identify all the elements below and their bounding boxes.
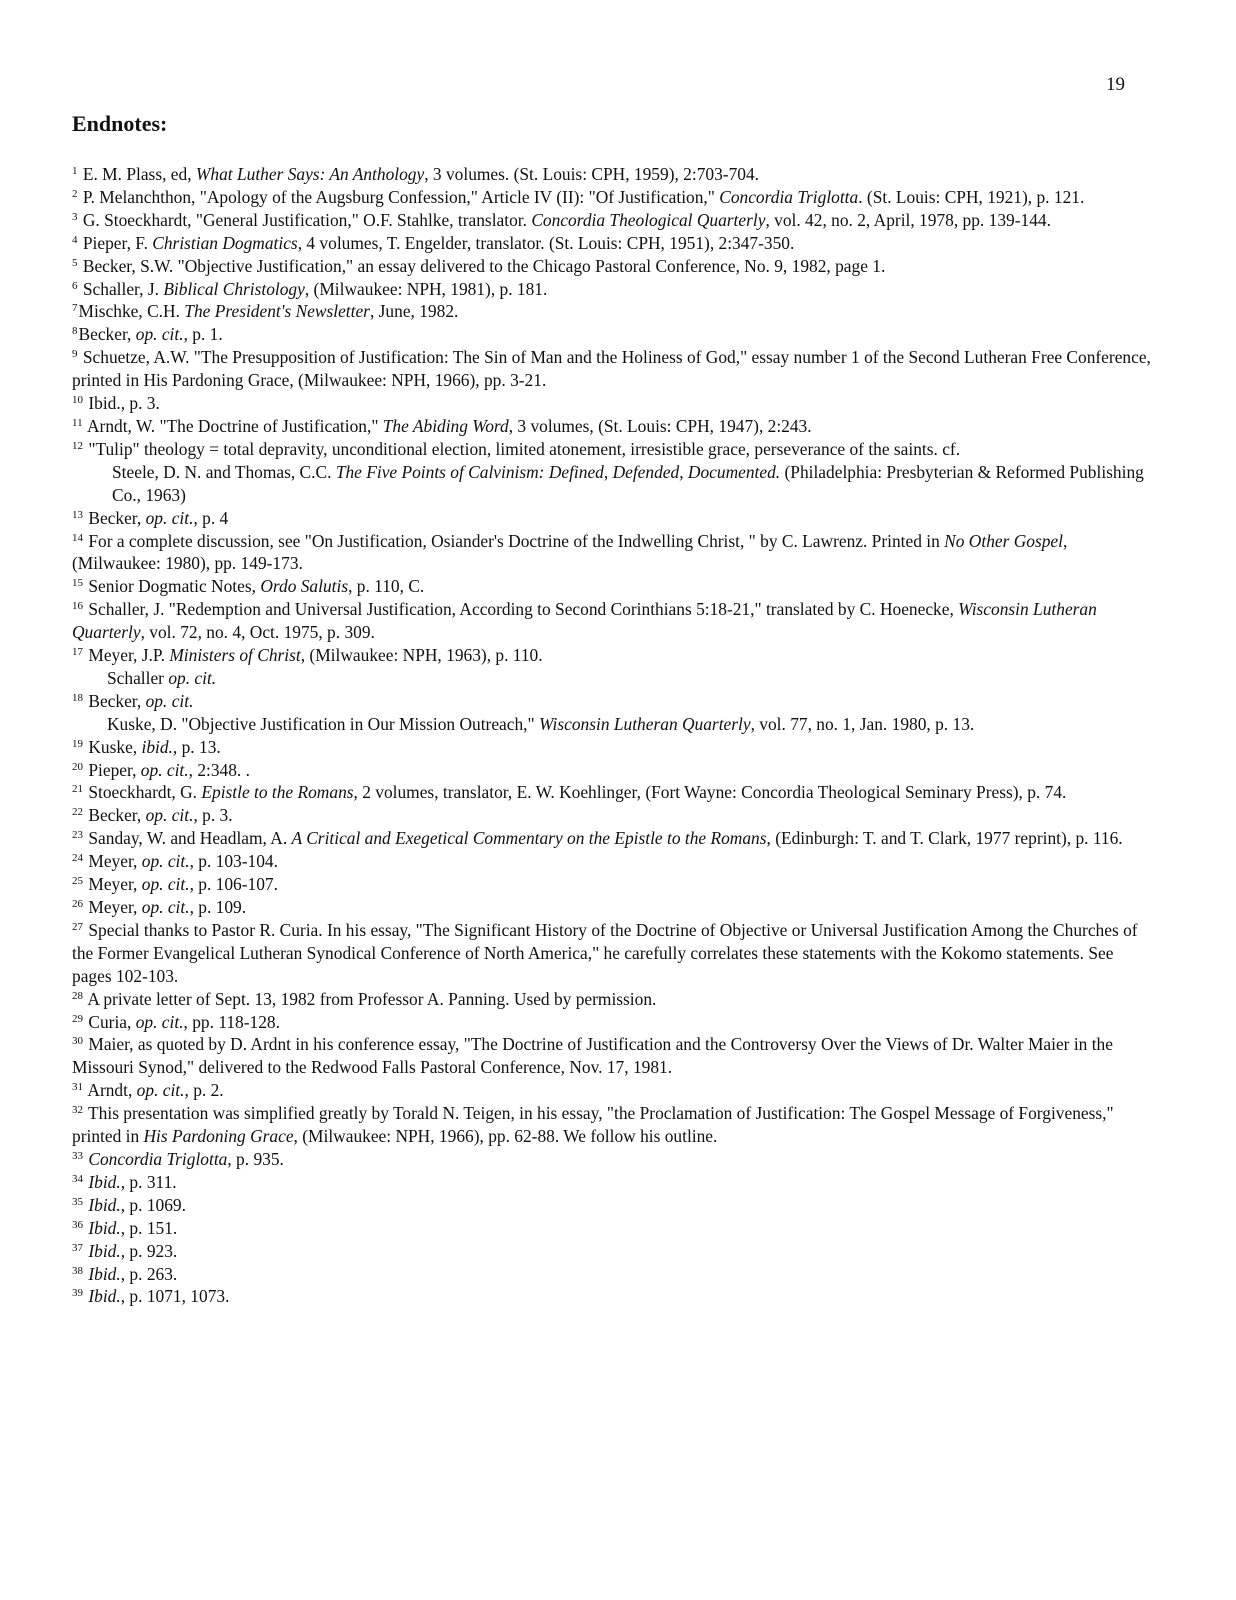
endnote-26 [72, 896, 1152, 919]
endnote-23 [72, 827, 1152, 850]
endnote-title: Biblical Christology [163, 278, 305, 299]
endnote-15 [72, 575, 1152, 598]
endnote-number: 35 [72, 1195, 83, 1208]
endnote-title: op. cit. [141, 874, 190, 895]
endnote-number: 30 [72, 1035, 83, 1048]
endnote-title: A Critical and Exegetical Commentary on the Epistle to the Romans [291, 828, 767, 849]
endnote-6 [72, 278, 1152, 301]
endnotes-heading: Endnotes: [72, 111, 168, 136]
endnote-title: op. cit. [136, 1080, 185, 1101]
endnote-text: , p. 923. [120, 1240, 178, 1261]
endnote-text: , p. 935. [227, 1148, 284, 1169]
endnote-text: , p. 4 [193, 507, 229, 528]
endnote-title: op. cit. [135, 324, 184, 345]
endnote-9 [72, 346, 1152, 392]
endnote-title: Ibid. [88, 1217, 121, 1238]
endnote-text: "Tulip" theology = total depravity, unconditional election, limited atonement, irresistible grace, perseverance of the saints. cf. [88, 438, 961, 459]
endnote-text: Schaller, J. [82, 278, 164, 299]
endnote-text: , p. 110, C. [348, 576, 425, 597]
endnote-24 [72, 850, 1152, 873]
endnote-text: Becker, S.W. "Objective Justification," an essay delivered to the Chicago Pastoral Conference, No. 9, 1982, page 1. [82, 255, 886, 276]
endnote-text: Steele, D. N. and Thomas, C.C. [112, 461, 336, 482]
endnote-number: 1 [72, 165, 78, 177]
endnote-text: , pp. 118-128. [183, 1011, 280, 1032]
endnote-text: , (Edinburgh: T. and T. Clark, 1977 reprint), p. 116. [766, 828, 1123, 849]
endnote-number: 8 [72, 325, 78, 338]
endnote-text: , 2:348. . [188, 759, 250, 780]
endnote-number: 14 [72, 531, 83, 544]
endnote-text: Becker, [88, 805, 146, 826]
endnote-text: Kuske, D. "Objective Justification in Our Mission Outreach," [107, 713, 539, 734]
endnote-title: op. cit. [135, 1011, 184, 1032]
endnote-text: Becker, [88, 507, 146, 528]
endnote-text: , p. 2. [184, 1080, 224, 1101]
endnote-text: , p. 103-104. [189, 851, 278, 872]
endnote-text: P. Melanchthon, "Apology of the Augsburg Confession," Article IV (II): "Of Justification," [82, 186, 720, 207]
endnote-text: , (Milwaukee: 1980), pp. 149-173. [72, 530, 1068, 574]
endnote-title: His Pardoning Grace [143, 1126, 294, 1147]
endnote-text: Schaller [107, 667, 169, 688]
endnote-number: 32 [72, 1104, 83, 1117]
endnote-14 [72, 530, 1152, 576]
endnote-number: 29 [72, 1012, 83, 1025]
endnote-title: op. cit. [145, 507, 194, 528]
endnote-4 [72, 232, 1152, 255]
endnote-text: , p. 109. [189, 897, 247, 917]
endnote-number: 28 [72, 989, 83, 1002]
endnote-text: G. Stoeckhardt, "General Justification," O.F. Stahlke, translator. [82, 209, 532, 230]
endnote-34 [72, 1171, 1152, 1194]
endnote-number: 24 [72, 852, 83, 865]
endnote-text: E. M. Plass, ed, [82, 164, 196, 184]
endnote-16 [72, 598, 1152, 644]
endnote-text: , p. 151. [120, 1217, 178, 1238]
endnote-text: , 3 volumes. (St. Louis: CPH, 1959), 2:703-704. [424, 164, 760, 184]
endnote-number: 21 [72, 783, 83, 796]
endnote-title: The Abiding Word [382, 415, 509, 436]
endnote-number: 3 [72, 210, 78, 223]
endnote-number: 38 [72, 1264, 83, 1277]
endnote-number: 20 [72, 760, 83, 773]
endnote-12 [72, 438, 1152, 507]
endnote-number: 16 [72, 600, 83, 613]
endnote-text: , (Milwaukee: NPH, 1963), p. 110. [300, 645, 543, 666]
endnote-text: , p. 3. [193, 805, 233, 826]
endnote-text: , vol. 77, no. 1, Jan. 1980, p. 13. [750, 713, 975, 734]
endnote-number: 31 [72, 1081, 83, 1094]
endnote-title: Ibid. [88, 1171, 121, 1192]
endnote-title: Ibid. [88, 1240, 121, 1261]
endnote-text: For a complete discussion, see "On Justification, Osiander's Doctrine of the Indwelling Christ, " by C. Lawrenz. Printed in [88, 530, 945, 551]
endnote-text: Schuetze, A.W. "The Presupposition of Justification: The Sin of Man and the Holiness of God," essay number 1 of the Second Lutheran Free Conference, printed in His Pardoning Grace, (Milwaukee: NPH, 1966), pp. 3-21. [72, 347, 1151, 391]
endnote-text: Curia, [88, 1011, 136, 1032]
endnote-title: Ibid. [88, 1286, 121, 1307]
endnote-17-continuation [72, 667, 1152, 690]
endnote-17 [72, 644, 1152, 667]
endnote-number: 18 [72, 691, 83, 704]
endnote-number: 25 [72, 875, 83, 888]
endnote-title: Concordia Triglotta [88, 1148, 228, 1169]
endnote-37 [72, 1240, 1152, 1263]
endnote-text: , 3 volumes, (St. Louis: CPH, 1947), 2:243. [508, 415, 812, 436]
endnote-text: Special thanks to Pastor R. Curia. In his essay, "The Significant History of the Doctrine of Objective or Universal Justification Among the Churches of the Former Evangelical Lutheran Synodical Conference of North America," he carefully correlates these statements with the Kokomo statements. See pages 102-103. [72, 919, 1138, 986]
endnote-text: , 2 volumes, translator, E. W. Koehlinger, (Fort Wayne: Concordia Theological Seminary Press), p. 74. [353, 782, 1067, 803]
endnote-number: 11 [72, 416, 83, 429]
endnote-text: Schaller, J. "Redemption and Universal Justification, According to Second Corinthians 5:18-21," translated by C. Hoenecke, [88, 599, 959, 620]
endnote-38 [72, 1263, 1152, 1286]
endnote-18-continuation [72, 713, 1152, 736]
endnote-text: . (St. Louis: CPH, 1921), p. 121. [858, 186, 1085, 207]
endnote-number: 34 [72, 1172, 83, 1185]
endnote-21 [72, 781, 1152, 804]
endnote-19 [72, 736, 1152, 759]
endnote-39 [72, 1285, 1152, 1308]
endnote-text: , p. 1069. [120, 1194, 186, 1215]
endnote-text: , 4 volumes, T. Engelder, translator. (St. Louis: CPH, 1951), 2:347-350. [297, 232, 795, 253]
endnote-continuation [72, 461, 1152, 507]
endnote-number: 13 [72, 508, 83, 521]
endnote-text: Meyer, J.P. [88, 645, 170, 666]
endnote-8 [72, 323, 1152, 346]
endnote-title: op. cit. [145, 690, 194, 711]
endnote-20 [72, 759, 1152, 782]
endnote-3 [72, 209, 1152, 232]
endnote-number: 12 [72, 439, 83, 452]
endnote-30 [72, 1033, 1152, 1079]
endnote-text: , June, 1982. [369, 301, 459, 322]
endnote-text: Maier, as quoted by D. Ardnt in his conference essay, "The Doctrine of Justification and the Controversy Over the Views of Dr. Walter Maier in the Missouri Synod," delivered to the Redwood Falls Pastoral Conference, Nov. 17, 1981. [72, 1034, 1113, 1078]
endnote-22 [72, 804, 1152, 827]
endnote-text: , (Milwaukee: NPH, 1966), pp. 62-88. We follow his outline. [293, 1126, 718, 1147]
endnote-text: Ibid., p. 3. [88, 393, 160, 414]
endnote-text: Becker, [88, 690, 146, 711]
endnote-text: Sanday, W. and Headlam, A. [88, 828, 292, 849]
endnote-28 [72, 988, 1152, 1011]
endnote-text: This presentation was simplified greatly by Torald N. Teigen, in his essay, "the Proclamation of Justification: The Gospel Message of Forgiveness," printed in [72, 1103, 1114, 1147]
endnote-title: op. cit. [168, 667, 217, 688]
endnote-number: 39 [72, 1287, 83, 1300]
endnote-29 [72, 1011, 1152, 1034]
endnote-text: Meyer, [88, 874, 142, 895]
endnote-text: , p. 106-107. [189, 874, 278, 895]
endnote-11 [72, 415, 1152, 438]
endnote-number: 23 [72, 829, 83, 842]
endnote-text: A private letter of Sept. 13, 1982 from Professor A. Panning. Used by permission. [87, 988, 657, 1009]
endnote-title: The Five Points of Calvinism: Defined, Defended, Documented. [335, 461, 781, 482]
endnote-title: ibid. [141, 736, 173, 757]
endnote-title: Wisconsin Lutheran Quarterly [538, 713, 751, 734]
endnote-text: , vol. 72, no. 4, Oct. 1975, p. 309. [140, 622, 375, 643]
endnote-title: Christian Dogmatics [152, 232, 298, 253]
endnote-title: Ordo Salutis [260, 576, 349, 597]
endnote-title: No Other Gospel [944, 530, 1063, 551]
endnote-number: 26 [72, 898, 83, 910]
endnote-text: , vol. 42, no. 2, April, 1978, pp. 139-144. [765, 209, 1051, 230]
endnote-number: 27 [72, 920, 83, 933]
endnote-text: , p. 311. [120, 1171, 177, 1192]
endnote-title: Wisconsin Lutheran Quarterly [72, 599, 1097, 643]
endnote-number: 36 [72, 1218, 83, 1231]
endnote-number: 7 [72, 302, 78, 315]
endnote-title: op. cit. [145, 805, 194, 826]
endnote-text: Senior Dogmatic Notes, [88, 576, 261, 597]
endnote-number: 37 [72, 1241, 83, 1254]
endnote-10 [72, 392, 1152, 415]
endnote-31 [72, 1079, 1152, 1102]
endnote-text: (Philadelphia: Presbyterian & Reformed Publishing Co., 1963) [112, 461, 1144, 505]
endnote-35 [72, 1194, 1152, 1217]
endnote-title: The President's Newsletter [184, 301, 370, 322]
endnote-title: Concordia Triglotta [719, 186, 859, 207]
endnote-number: 9 [72, 348, 78, 361]
endnote-7 [72, 300, 1152, 323]
endnote-text: , p. 13. [172, 736, 221, 757]
page-number: 19 [1106, 74, 1125, 95]
endnote-text: , p. 1071, 1073. [120, 1286, 230, 1307]
endnote-number: 2 [72, 187, 78, 200]
endnote-1 [72, 163, 1152, 186]
endnote-text: Kuske, [88, 736, 142, 757]
endnote-title: Ministers of Christ [169, 645, 301, 666]
endnote-number: 17 [72, 646, 83, 659]
endnote-title: Epistle to the Romans [201, 782, 354, 803]
endnote-number: 22 [72, 806, 83, 819]
endnote-text: Becker, [78, 324, 136, 345]
endnote-title: op. cit. [141, 897, 190, 917]
endnote-text: Arndt, [87, 1080, 137, 1101]
endnote-text: , p. 263. [120, 1263, 178, 1284]
endnote-32 [72, 1102, 1152, 1148]
endnote-text: Pieper, [88, 759, 141, 780]
endnote-text: , (Milwaukee: NPH, 1981), p. 181. [304, 278, 548, 299]
endnote-text: Arndt, W. "The Doctrine of Justification," [86, 415, 383, 436]
endnote-title: Ibid. [88, 1263, 121, 1284]
endnote-number: 5 [72, 256, 78, 269]
endnote-number: 4 [72, 233, 78, 246]
endnote-18 [72, 690, 1152, 713]
endnote-text: Meyer, [88, 897, 142, 917]
endnote-title: What Luther Says: An Anthology [195, 164, 425, 184]
endnotes-list [72, 163, 1152, 1308]
endnote-number: 15 [72, 577, 83, 590]
endnote-text: Stoeckhardt, G. [88, 782, 202, 803]
endnote-title: op. cit. [140, 759, 189, 780]
endnote-title: op. cit. [141, 851, 190, 872]
endnote-36 [72, 1217, 1152, 1240]
endnote-2 [72, 186, 1152, 209]
endnote-5 [72, 255, 1152, 278]
endnote-number: 6 [72, 279, 78, 292]
endnote-title: Concordia Theological Quarterly [531, 209, 766, 230]
endnote-number: 10 [72, 394, 83, 407]
endnote-title: Ibid. [88, 1194, 121, 1215]
endnote-number: 33 [72, 1149, 83, 1162]
endnote-25 [72, 873, 1152, 896]
endnote-27 [72, 919, 1152, 988]
endnote-33 [72, 1148, 1152, 1171]
endnote-text: , p. 1. [183, 324, 223, 345]
endnote-text: Meyer, [88, 851, 142, 872]
endnote-13 [72, 507, 1152, 530]
endnote-text: Mischke, C.H. [78, 301, 185, 322]
endnote-number: 19 [72, 737, 83, 750]
endnote-text: Pieper, F. [82, 232, 153, 253]
